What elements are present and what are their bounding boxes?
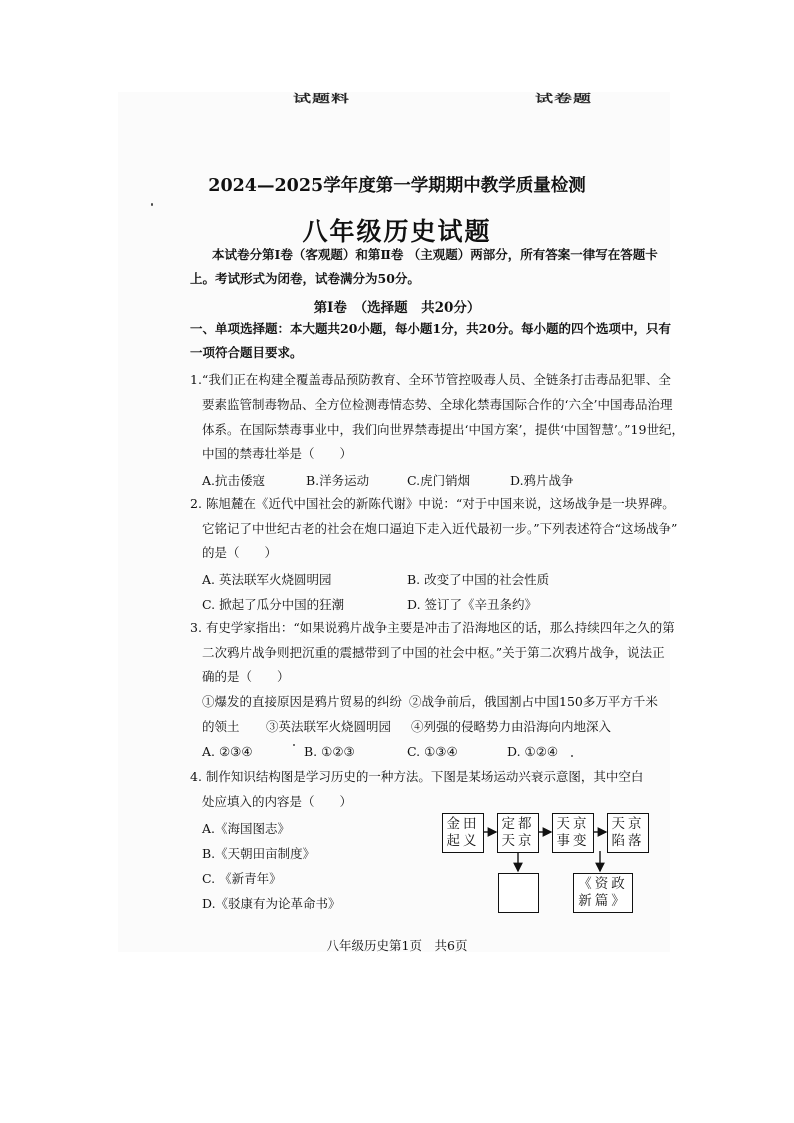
top-fragment-right: 试卷题 [535, 92, 592, 105]
q3-line-3: 确的是（ ） [202, 669, 290, 684]
intro-line-1: 本试卷分第Ⅰ卷（客观题）和第Ⅱ卷 （主观题）两部分，所有答案一律写在答题卡 [212, 247, 658, 262]
instruction-line-1: 一、单项选择题：本大题共20小题，每小题1分，共20分。每小题的四个选项中，只有 [190, 321, 671, 336]
q1-option-b: B.洋务运动 [306, 473, 370, 488]
box-dingdu-bottom: 天京 [501, 833, 535, 849]
box-xianluo-top: 天京 [611, 816, 645, 832]
q1-line-2: 要素监管制毒物品、全方位检测毒情态势、全球化禁毒国际合作的‘六全’中国毒品治理 [202, 397, 673, 412]
diagram-box-shibian [552, 813, 594, 853]
q2-line-2: 它铭记了中世纪古老的社会在炮口逼迫下走入近代最初一步。”下列表述符合“这场战争” [202, 521, 678, 536]
q4-option-a: A.《海国图志》 [202, 821, 291, 836]
q3-statement-2: ②战争前后，俄国割占中国150多万平方千米 [409, 694, 658, 709]
q2-line-1: 2. 陈旭麓在《近代中国社会的新陈代谢》中说：“对于中国来说，这场战争是一块界碑。 [190, 496, 675, 511]
q3-line-2: 二次鸦片战争则把沉重的震撼带到了中国的社会中枢。”关于第二次鸦片战争，说法正 [202, 645, 665, 660]
q3-option-b: B. ①②③ [304, 744, 355, 759]
box-jintian-top: 金田 [446, 816, 480, 832]
q1-line-4: 中国的禁毒壮举是（ ） [202, 446, 353, 461]
diagram-blank-box [498, 873, 539, 913]
q3-statement-3: ③英法联军火烧圆明园 [266, 719, 392, 734]
q4-line-2: 处应填入的内容是（ ） [202, 794, 353, 809]
diagram-box-jintian [442, 813, 484, 853]
q3-statement-2-cont: 的领土 [202, 719, 240, 734]
box-xianluo-bottom: 陷落 [611, 833, 645, 849]
q4-line-1: 4. 制作知识结构图是学习历史的一种方法。下图是某场运动兴衰示意图，其中空白 [190, 769, 644, 784]
box-zizheng-bottom: 新篇》 [578, 893, 628, 909]
q2-option-d: D. 签订了《辛丑条约》 [407, 597, 538, 612]
box-zizheng-top: 《资政 [578, 876, 628, 892]
q3-line-1: 3. 有史学家指出：“如果说鸦片战争主要是冲击了沿海地区的话，那么持续四年之久的第 [190, 620, 675, 635]
diagram-box-dingdu [497, 813, 539, 853]
q4-option-b: B.《天朝田亩制度》 [202, 846, 316, 861]
box-shibian-bottom: 事变 [556, 833, 590, 849]
q2-option-c: C. 掀起了瓜分中国的狂潮 [202, 597, 345, 612]
scan-speck [151, 203, 153, 206]
scan-speck [571, 755, 573, 757]
q1-line-1: 1.“我们正在构建全覆盖毒品预防教育、全环节管控吸毒人员、全链条打击毒品犯罪、全 [190, 372, 671, 387]
q4-option-d: D.《驳康有为论革命书》 [202, 896, 341, 911]
top-fragment-left: 试题料 [293, 92, 350, 105]
exam-subject-title: 八年级历史试题 [302, 217, 492, 246]
box-jintian-bottom: 起义 [446, 833, 480, 849]
q2-line-3: 的是（ ） [202, 545, 278, 560]
page-footer: 八年级历史第1页 共6页 [326, 938, 468, 953]
q3-option-c: C. ①③④ [407, 744, 458, 759]
instruction-line-2: 一项符合题目要求。 [190, 345, 303, 360]
intro-line-2: 上。考试形式为闭卷，试卷满分为50分。 [190, 271, 420, 286]
scan-speck [293, 744, 295, 746]
q3-option-d: D. ①②④ [507, 744, 559, 759]
box-dingdu-top: 定都 [501, 816, 535, 832]
q1-line-3: 体系。在国际禁毒事业中，我们向世界禁毒提出‘中国方案’，提供‘中国智慧’。”19世纪， [202, 422, 684, 437]
q2-option-a: A. 英法联军火烧圆明园 [202, 572, 332, 587]
box-shibian-top: 天京 [556, 816, 590, 832]
q1-option-a: A.抗击倭寇 [202, 473, 266, 488]
q1-option-c: C.虎门销烟 [407, 473, 471, 488]
diagram-box-xianluo [607, 813, 649, 853]
section-heading: 第Ⅰ卷 （选择题 共20分） [313, 300, 481, 316]
diagram-box-zizheng [573, 873, 633, 913]
q3-option-a: A. ②③④ [202, 744, 253, 759]
exam-title: 2024—2025学年度第一学期期中教学质量检测 [208, 176, 586, 196]
q2-option-b: B. 改变了中国的社会性质 [407, 572, 550, 587]
q4-option-c: C. 《新青年》 [202, 871, 282, 886]
q3-statement-4: ④列强的侵略势力由沿海向内地深入 [411, 719, 612, 734]
q1-option-d: D.鸦片战争 [510, 473, 574, 488]
q3-statement-1: ①爆发的直接原因是鸦片贸易的纠纷 [202, 694, 403, 709]
